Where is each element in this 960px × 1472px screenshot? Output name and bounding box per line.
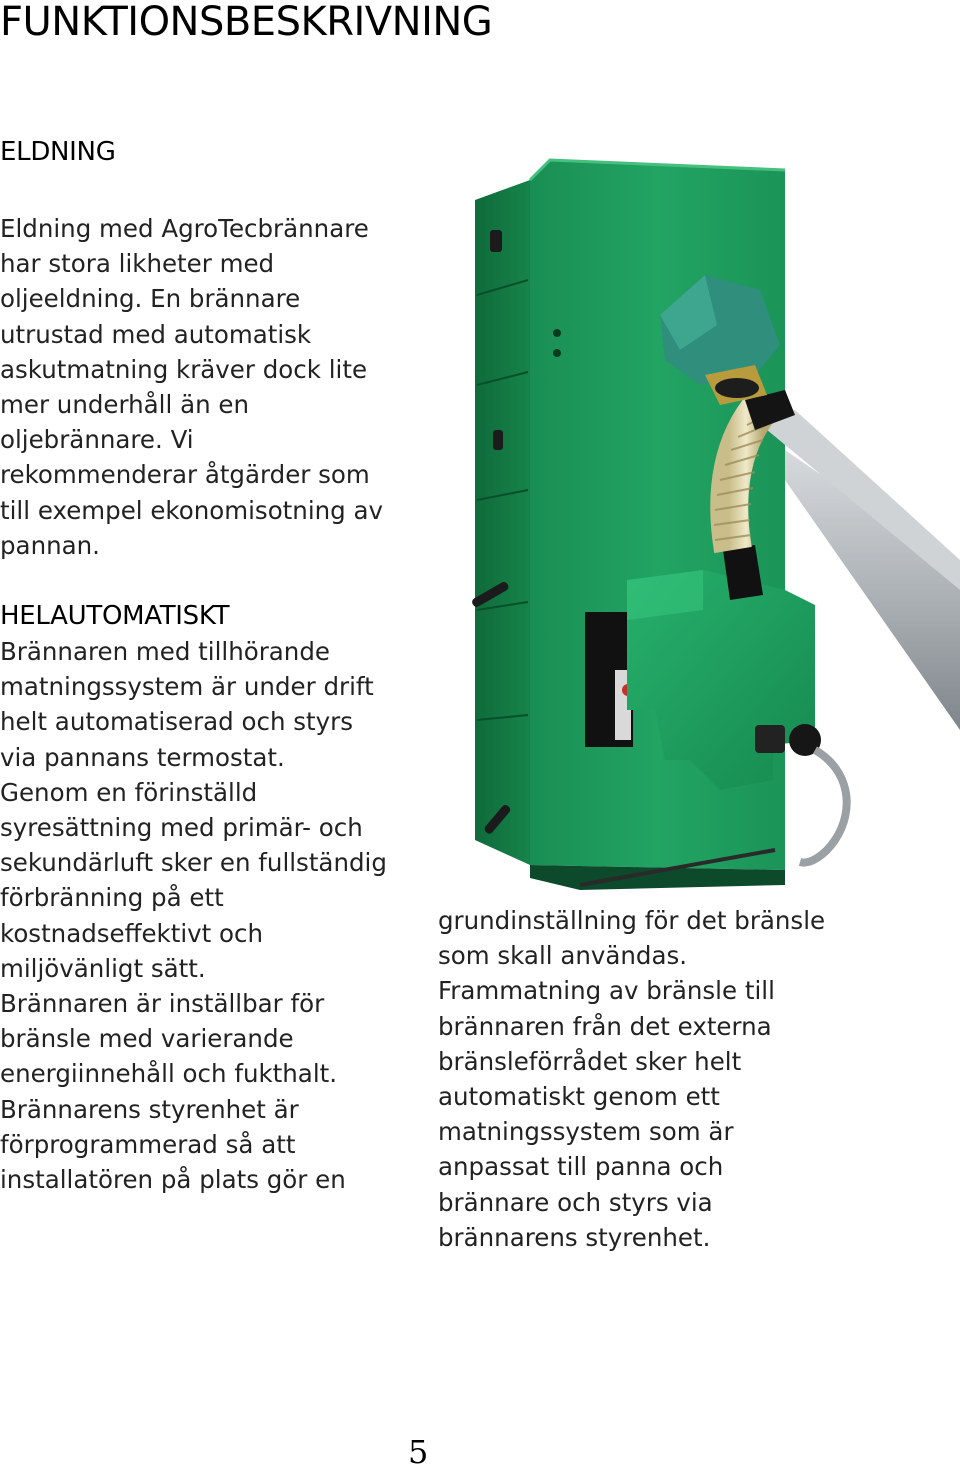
section-heading-eldning: ELDNING [0, 137, 116, 167]
eldning-paragraph: Eldning med AgroTecbrännare har stora likheter med oljeeldning. En brännare utrustad med automatisk askutmatning kräver dock lite mer underhåll än en oljebrännare. Vi rekommenderar åtgärder som till exempel ekonomisotning av pannan. [0, 214, 384, 560]
helautomatiskt-paragraph-right: grundinställning för det bränsle som skall användas. Frammatning av bränsle till brännaren från det externa bränsleförrådet sker helt automatiskt genom ett matningssystem som är anpassat till panna och brännare och styrs via brännarens styrenhet. [438, 906, 826, 1252]
page-number: 5 [408, 1433, 429, 1471]
section-heading-helautomatiskt: HELAUTOMATISKT [0, 601, 230, 631]
boiler-burner-photo [455, 150, 960, 895]
page-title: FUNKTIONSBESKRIVNING [0, 0, 493, 45]
helautomatiskt-paragraph-left: Brännaren med tillhörande matningssystem är under drift helt automatiserad och styrs via pannans termostat. Genom en förinställd syresättning med primär- och sekundärluft sker en fullständig förbränning på ett kostnadseffektivt och miljövänligt sätt. Brännaren är inställbar för bränsle med varierande energiinnehåll och fukthalt. Brännarens styrenhet är förprogrammerad så att installatören på plats gör en [0, 637, 387, 1195]
